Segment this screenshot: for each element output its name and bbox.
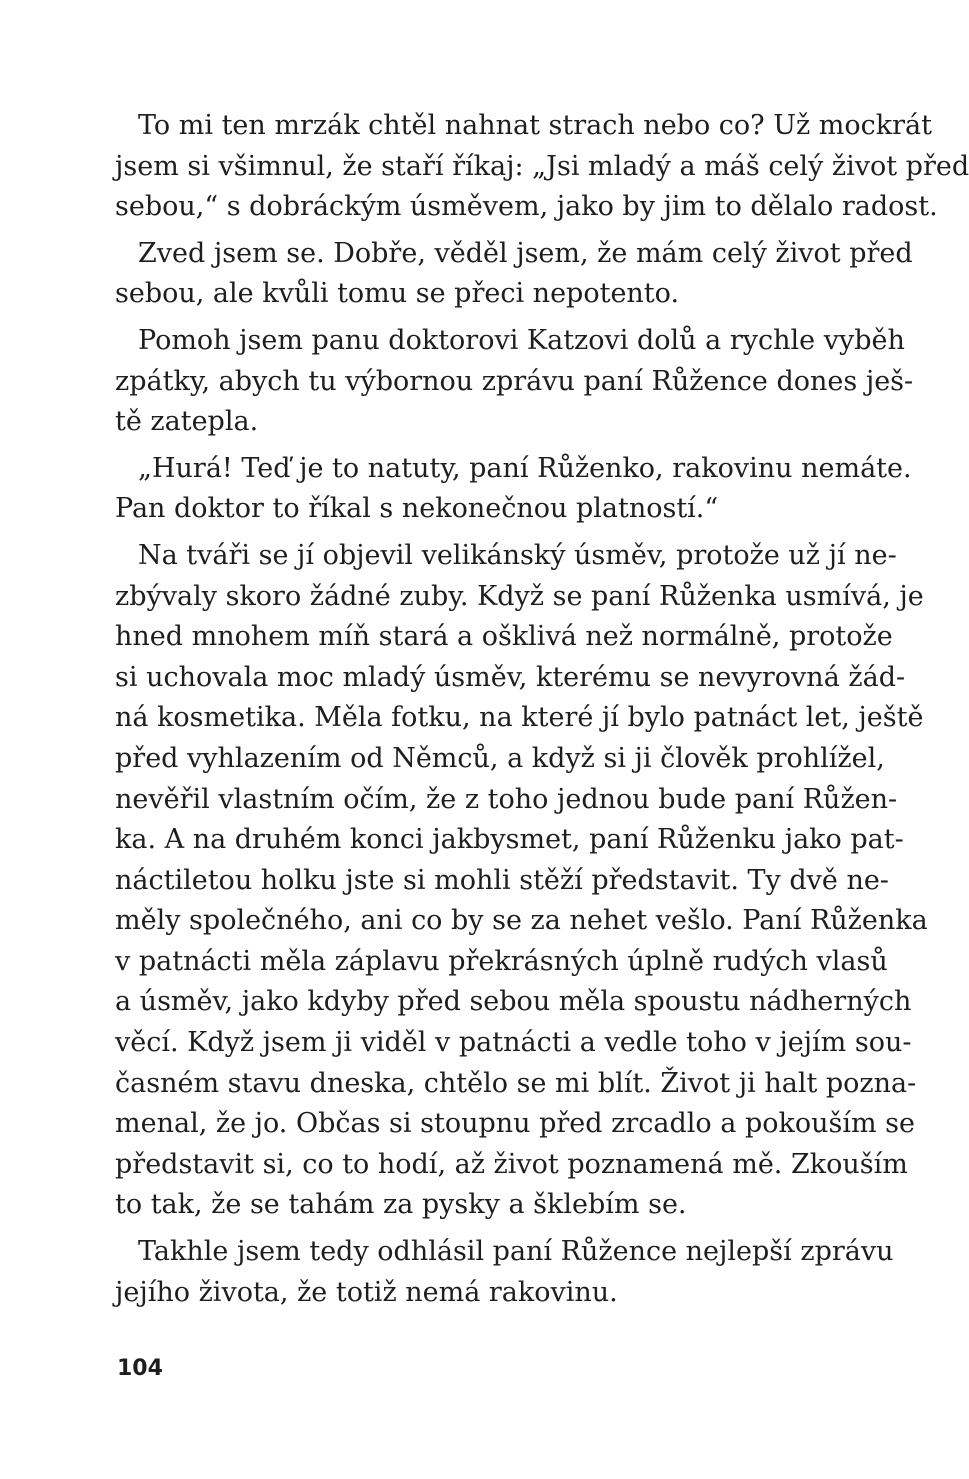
text-line: zbývaly skoro žádné zuby. Když se paní Růženka usmívá, je [115, 580, 924, 612]
text-line: „Hurá! Teď je to natuty, paní Růženko, rakovinu nemáte. [138, 452, 912, 484]
text-line: sebou, ale kvůli tomu se přeci nepotento. [115, 278, 680, 310]
text-line: zpátky, abych tu výbornou zprávu paní Růžence dones ješ- [115, 365, 914, 397]
text-line: tě zatepla. [115, 406, 259, 438]
paragraph [115, 234, 913, 315]
body-text [115, 106, 969, 1319]
paragraph [115, 449, 912, 530]
text-line: hned mnohem míň stará a ošklivá než normálně, protože [115, 621, 893, 653]
text-line: ná kosmetika. Měla fotku, na které jí bylo patnáct let, ještě [115, 702, 924, 734]
text-line: časném stavu dneska, chtělo se mi blít. Život ji halt pozna- [115, 1067, 917, 1099]
text-line: Pomoh jsem panu doktorovi Katzovi dolů a rychle vyběh [138, 324, 905, 356]
text-line: Pan doktor to říkal s nekonečnou platností.“ [115, 493, 719, 525]
text-line: v patnácti měla záplavu překrásných úplně rudých vlasů [115, 945, 888, 977]
paragraph [115, 536, 928, 1226]
text-line: Zved jsem se. Dobře, věděl jsem, že mám celý život před [138, 237, 913, 269]
text-line: měly společného, ani co by se za nehet vešlo. Paní Růženka [115, 905, 928, 937]
text-line: sebou,“ s dobráckým úsměvem, jako by jim to dělalo radost. [115, 191, 938, 223]
text-line: nevěřil vlastním očím, že z toho jednou bude paní Růžen- [115, 783, 898, 815]
text-line: a úsměv, jako kdyby před sebou měla spoustu nádherných [115, 986, 912, 1018]
text-line: menal, že jo. Občas si stoupnu před zrcadlo a pokouším se [115, 1108, 915, 1140]
text-line: jejího života, že totiž nemá rakovinu. [115, 1276, 618, 1308]
text-line: Na tváři se jí objevil velikánský úsměv, protože už jí ne- [138, 539, 897, 571]
text-line: si uchovala moc mladý úsměv, kterému se nevyrovná žád- [115, 661, 906, 693]
text-line: To mi ten mrzák chtěl nahnat strach nebo co? Už mockrát [138, 110, 932, 141]
paragraph [115, 1232, 894, 1313]
text-line: představit si, co to hodí, až život poznamená mě. Zkouším [115, 1148, 908, 1180]
paragraph [115, 321, 914, 443]
page-number: 104 [117, 1356, 163, 1381]
paragraph [115, 106, 969, 228]
text-line: náctiletou holku jste si mohli stěží představit. Ty dvě ne- [115, 864, 889, 896]
text-line: Takhle jsem tedy odhlásil paní Růžence nejlepší zprávu [138, 1236, 894, 1268]
text-line: před vyhlazením od Němců, a když si ji člověk prohlížel, [115, 742, 885, 774]
text-line: jsem si všimnul, že staří říkaj: „Jsi mladý a máš celý život před [115, 150, 969, 182]
text-line: to tak, že se tahám za pysky a šklebím se. [115, 1189, 687, 1221]
text-line: věcí. Když jsem ji viděl v patnácti a vedle toho v jejím sou- [115, 1027, 912, 1059]
text-line: ka. A na druhém konci jakbysmet, paní Růženku jako pat- [115, 824, 904, 856]
